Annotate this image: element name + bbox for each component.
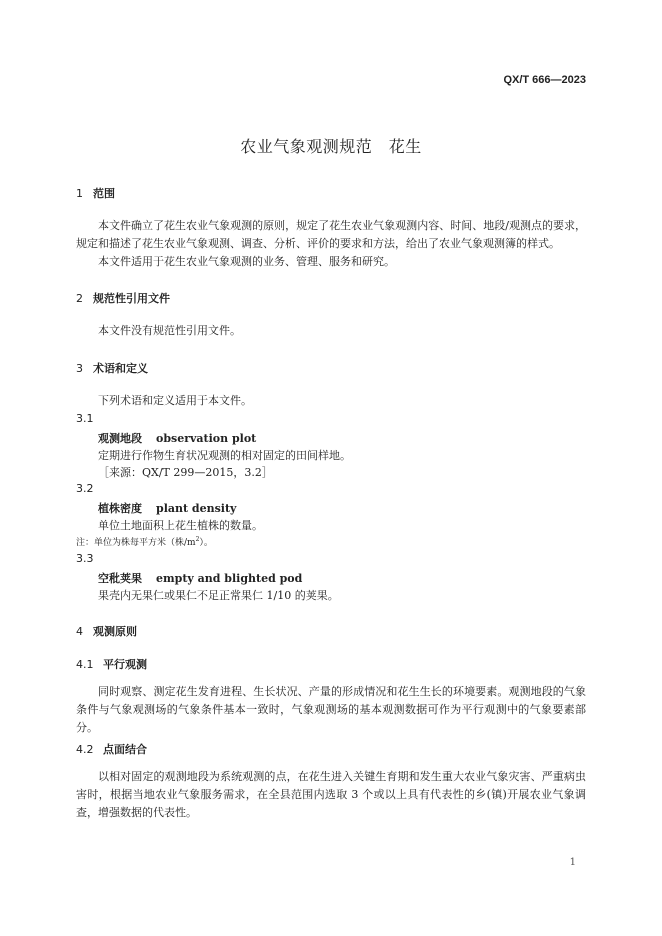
section-1-paragraph-1: 本文件确立了花生农业气象观测的原则，规定了花生农业气象观测内容、时间、地段/观测点的要求，规定和描述了花生农业气象观测、调查、分析、评价的要求和方法，给出了农业气象观测簿的样式。	[76, 219, 586, 250]
section-2-paragraph-1: 本文件没有规范性引用文件。	[98, 324, 241, 337]
section-1-paragraph-2: 本文件适用于花生农业气象观测的业务、管理、服务和研究。	[98, 255, 395, 268]
section-number: 1	[76, 187, 83, 200]
page-number: 1	[569, 857, 576, 868]
note-text-end: ）。	[199, 538, 213, 548]
subsection-number: 4.2	[76, 743, 94, 756]
section-4-heading	[76, 623, 137, 639]
term-name-en: observation plot	[156, 432, 257, 445]
term-number: 3.2	[76, 482, 94, 495]
standard-code: QX/T 666—2023	[503, 74, 586, 86]
term-source: ［来源：QX/T 299—2015，3.2］	[98, 466, 273, 479]
section-title: 术语和定义	[93, 362, 148, 375]
term-name-en: empty and blighted pod	[156, 572, 303, 585]
term-definition: 果壳内无果仁或果仁不足正常果仁 1/10 的荚果。	[98, 589, 339, 602]
term-name-zh: 植株密度	[98, 502, 142, 515]
document-title: 农业气象观测规范 花生	[240, 137, 422, 156]
term-name	[98, 500, 236, 516]
section-1-heading	[76, 185, 115, 201]
section-3-heading	[76, 360, 148, 376]
section-title: 规范性引用文件	[93, 292, 170, 305]
term-name-en: plant density	[156, 502, 237, 515]
term-name-zh: 空秕荚果	[98, 572, 142, 585]
section-number: 4	[76, 625, 83, 638]
subsection-number: 4.1	[76, 658, 94, 671]
section-3-paragraph-1: 下列术语和定义适用于本文件。	[98, 394, 252, 407]
subsection-title: 平行观测	[103, 658, 147, 671]
note-text: 注：单位为株每平方米（株/m	[76, 538, 196, 548]
section-title: 范围	[93, 187, 115, 200]
term-definition: 定期进行作物生育状况观测的相对固定的田间样地。	[98, 449, 351, 462]
term-name	[98, 430, 256, 446]
term-number: 3.3	[76, 552, 94, 565]
section-title: 观测原则	[93, 625, 137, 638]
section-4-2-heading	[76, 741, 147, 757]
term-name-zh: 观测地段	[98, 432, 142, 445]
term-number: 3.1	[76, 412, 94, 425]
section-4-1-paragraph: 同时观察、测定花生发育进程、生长状况、产量的形成情况和花生生长的环境要素。观测地段的气象条件与气象观测场的气象条件基本一致时，气象观测场的基本观测数据可作为平行观测中的气象要素部分。	[76, 685, 586, 734]
section-number: 3	[76, 362, 83, 375]
term-note	[76, 535, 213, 548]
term-definition: 单位土地面积上花生植株的数量。	[98, 519, 263, 532]
subsection-title: 点面结合	[103, 743, 147, 756]
note-superscript: 2	[195, 536, 200, 543]
section-4-2-paragraph: 以相对固定的观测地段为系统观测的点，在花生进入关键生育期和发生重大农业气象灾害、严重病虫害时，根据当地农业气象服务需求，在全县范围内选取 3 个或以上具有代表性的乡(镇)开展农业气象调查，增强数据的代表性。	[76, 770, 586, 819]
section-2-heading	[76, 290, 170, 306]
term-name	[98, 570, 302, 586]
section-number: 2	[76, 292, 83, 305]
section-4-1-heading	[76, 656, 147, 672]
